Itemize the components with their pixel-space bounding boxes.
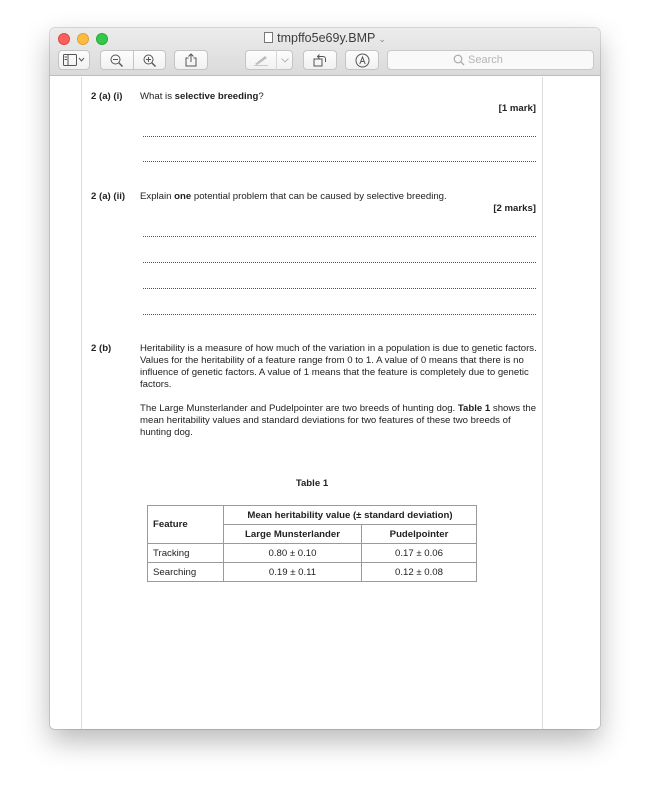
q2b-para2-pre: The Large Munsterlander and Pudelpointer are two breeds of hunting dog.: [140, 403, 458, 414]
table-caption: Table 1: [295, 478, 329, 489]
table-row: [148, 563, 477, 582]
pudelpointer-cell: 0.12 ± 0.08: [362, 563, 477, 582]
search-icon: [453, 54, 465, 66]
q2ai-text-bold: selective breeding: [174, 91, 259, 102]
document-page: [50, 77, 600, 729]
question-number-2b: 2 (b): [91, 343, 112, 354]
markup-icon: [355, 53, 370, 68]
q2b-para2-bold: Table 1: [457, 403, 491, 414]
group-header: Mean heritability value (± standard deviation): [224, 506, 477, 525]
feature-cell: Tracking: [148, 544, 224, 563]
answer-line: [143, 136, 536, 137]
title-chevron-down-icon[interactable]: ⌄: [378, 34, 386, 44]
pudelpointer-cell: 0.17 ± 0.06: [362, 544, 477, 563]
question-text-2b-para2: [140, 403, 538, 439]
question-text-2aii: [140, 191, 540, 203]
sidebar-toggle-button[interactable]: [58, 50, 90, 70]
q2aii-text-post: potential problem that can be caused by selective breeding.: [191, 191, 447, 202]
answer-line: [143, 288, 536, 289]
zoom-out-icon: [110, 54, 123, 67]
search-input[interactable]: [468, 54, 528, 66]
col-header-large-munsterlander: Large Munsterlander: [224, 525, 362, 544]
answer-line: [143, 262, 536, 263]
window-title[interactable]: [50, 31, 600, 45]
search-field[interactable]: [387, 50, 594, 70]
feature-header: Feature: [148, 506, 224, 544]
large-munsterlander-cell: 0.19 ± 0.11: [224, 563, 362, 582]
large-munsterlander-cell: 0.80 ± 0.10: [224, 544, 362, 563]
q2aii-text-pre: Explain: [140, 191, 175, 202]
sidebar-icon: [63, 54, 85, 66]
markup-button[interactable]: [345, 50, 379, 70]
question-number-2ai: 2 (a) (i): [91, 91, 123, 102]
q2aii-text-bold: one: [174, 191, 192, 202]
preview-window: [50, 28, 600, 729]
answer-line: [143, 314, 536, 315]
chevron-down-icon: [281, 58, 289, 63]
answer-line: [143, 161, 536, 162]
markup-dropdown-button[interactable]: [277, 51, 292, 69]
answer-line: [143, 236, 536, 237]
window-title-text: tmpffo5e69y.BMP: [277, 31, 376, 45]
rotate-button[interactable]: [303, 50, 337, 70]
zoom-in-button[interactable]: [134, 51, 165, 69]
heritability-table: [147, 505, 477, 582]
zoom-in-icon: [143, 54, 156, 67]
marks-2aii: [2 marks]: [493, 203, 536, 214]
question-text-2ai: [140, 91, 540, 103]
col-header-pudelpointer: Pudelpointer: [362, 525, 477, 544]
document-view[interactable]: [50, 77, 600, 729]
q2b-para2-post: shows the mean heritability values and standard deviations for two features of these two breeds of hunting dog.: [140, 403, 537, 438]
pen-icon: [253, 54, 269, 66]
share-button[interactable]: [174, 50, 208, 70]
feature-cell: Searching: [148, 563, 224, 582]
q2ai-text-pre: What is: [140, 91, 175, 102]
marks-2ai: [1 mark]: [498, 103, 536, 114]
title-bar[interactable]: [50, 28, 600, 76]
q2ai-text-post: ?: [258, 91, 264, 102]
question-number-2aii: 2 (a) (ii): [91, 191, 126, 202]
document-icon: [264, 32, 273, 43]
share-icon: [185, 53, 197, 67]
table-row: [148, 544, 477, 563]
zoom-out-button[interactable]: [101, 51, 132, 69]
rotate-icon: [313, 53, 327, 67]
pen-icon-wrap: [246, 51, 276, 69]
question-text-2b-para1: Heritability is a measure of how much of the variation in a population is due to genetic factors. Values for the heritability of a feature range from 0 to 1. A value of 0 means that there is no influence of genetic factors. A value of 1 means that the feature is completely due to genetic factors.: [140, 343, 537, 390]
